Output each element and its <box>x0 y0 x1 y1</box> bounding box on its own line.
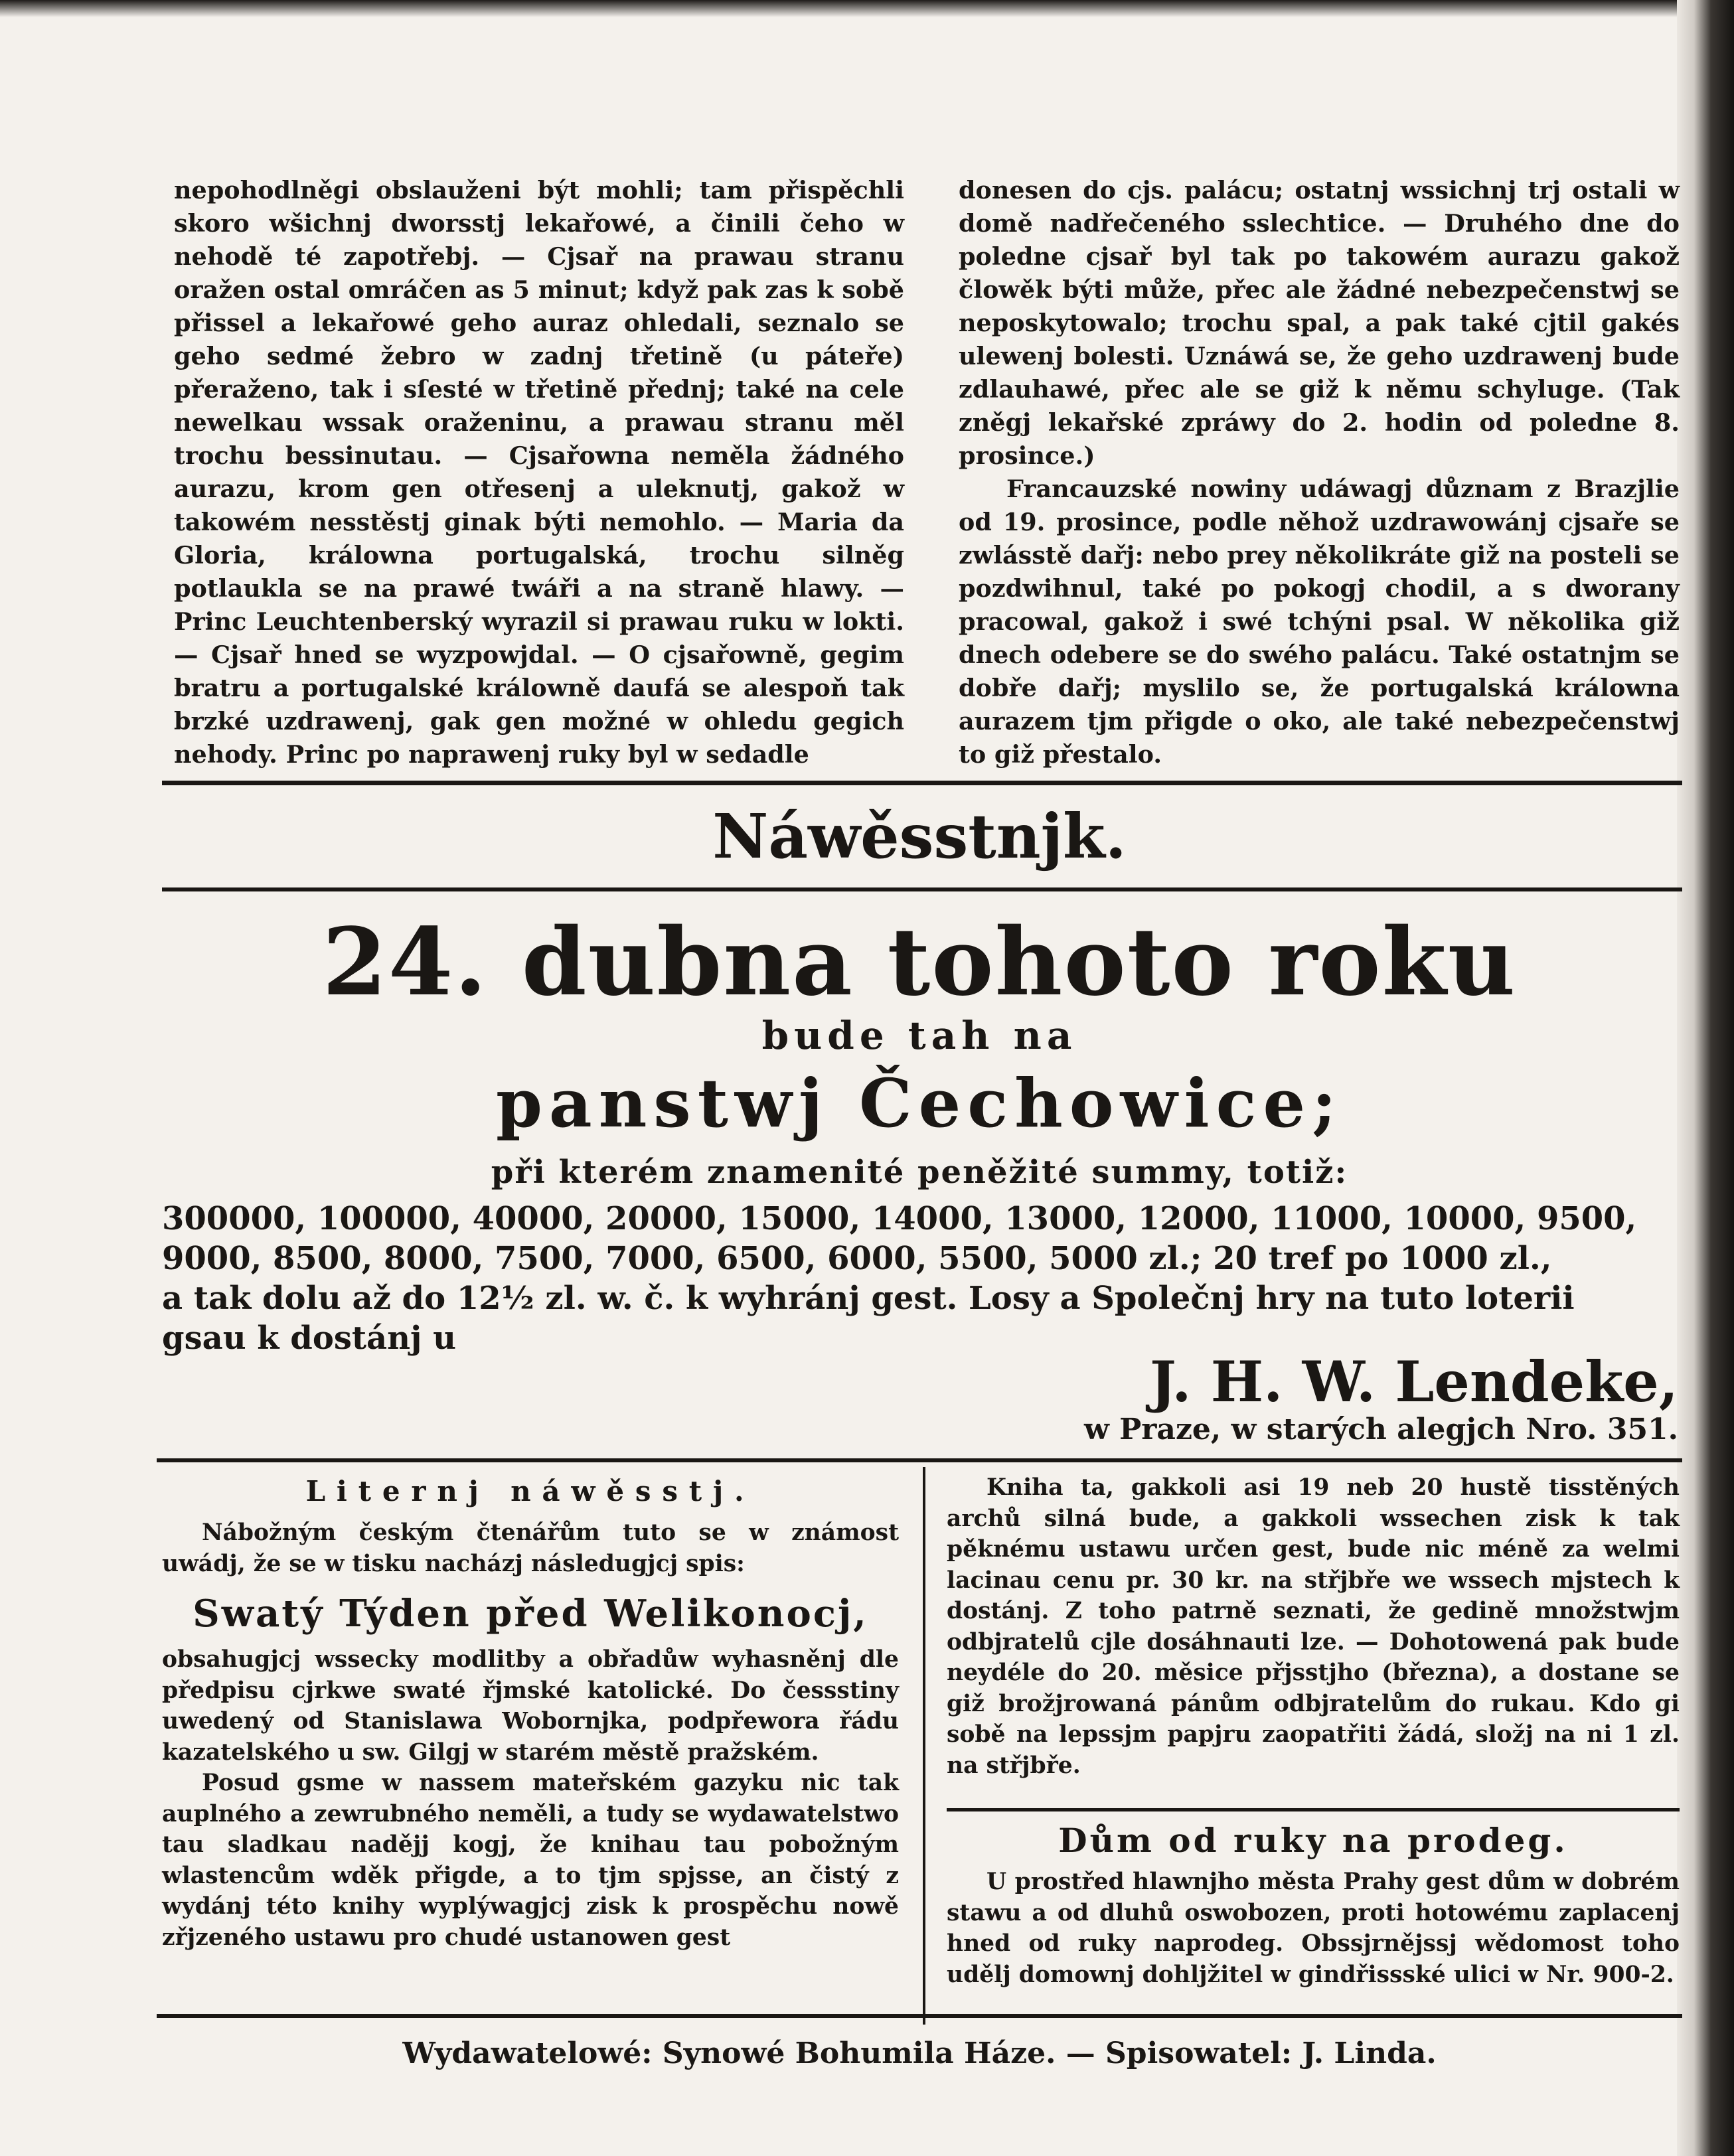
notice-draw-line: bude tah na <box>761 1013 1077 1058</box>
notice-sums-line-1: 300000, 100000, 40000, 20000, 15000, 14000, 13000, 12000, 11000, 10000, 9500, <box>162 1200 1637 1237</box>
rule-house <box>947 1808 1680 1811</box>
rule-bottom <box>157 2014 1682 2018</box>
notice-sums-line-2: 9000, 8500, 8000, 7500, 7000, 6500, 6000, 5500, 5000 zl.; 20 tref po 1000 zl., <box>162 1240 1552 1277</box>
notice-sums-line-4: gsau k dostánj u <box>162 1320 457 1357</box>
rule-vertical <box>923 1467 925 2025</box>
notice-date: 24. dubna tohoto roku <box>322 908 1517 1017</box>
literary-intro: Nábožným českým čtenářům tuto se w známost uwádj, že se w tisku nacházj následugjcj spis: <box>162 1519 899 1577</box>
house-text: U prostřed hlawnjho města Prahy gest dům w dobrém stawu a od dluhů oswobozen, proti hotowému zaplacenj hned od ruky naprodeg. Obssjrnějssj wědomost toho udělj domownj dohljžitel w gindřissské ulici w Nr. 900-2. <box>947 1869 1680 1988</box>
notice-sums-line-3: a tak dolu až do 12½ zl. w. č. k wyhránj gest. Losy a Společnj hry na tuto loterii <box>162 1280 1575 1317</box>
notice-heading: Náwěsstnjk. <box>712 801 1127 872</box>
rule-notice <box>162 887 1682 891</box>
article-right-column <box>959 174 1680 771</box>
literary-description: obsahugjcj wssecky modlitby a obřadůw wyhasněnj dle předpisu cjrkwe swaté řjmské katolické. Do čessstiny uwedený od Stanislawa Wobornjka, podpřewora řádu kazatelského u sw. Gilgj w starém městě pražském. <box>162 1646 899 1766</box>
literary-column <box>162 1472 899 1953</box>
article-right-text-2: Francauzské nowiny udáwagj důznam z Brazjlie od 19. prosince, podle něhož uzdrawowánj cjsaře se zwlásstě dařj: nebo prey několikráte giž na posteli se pozdwihnul, také po pokogj chodil, a s dworany pracowal, gakož i swé tchýni psal. W několika giž dnech odebere se do swého palácu. Také ostatnjm se dobře dařj; myslilo se, že portugalská králowna aurazem tjm přigde o oko, ale také nebezpečenstwj to giž přestalo. <box>959 475 1680 769</box>
footer-publishers: Wydawatelowé: Synowé Bohumila Háze. — Spisowatel: J. Linda. <box>402 2037 1437 2070</box>
literary-paragraph-3: Kniha ta, gakkoli asi 19 neb 20 hustě tisstěných archů silná bude, a gakkoli wssechen zisk k tak pěknému ustawu určen gest, bude nic méně za welmi lacinau cenu pr. 30 kr. na střjbře we wssech mjstech k dostánj. Z toho patrně seznati, že gedině množstwjm odbjratelů cjle dosáhnauti lze. — Dohotowená pak bude neydéle do 20. měsice přjsstjho (března), a dostane se giž brožjrowaná pánům odbjratelům do rukau. Kdo gi sobě na lepssjm papjru zaopatřiti žádá, složj na ni 1 zl. na střjbře. <box>947 1474 1680 1779</box>
notice-estate: panstwj Čechowice; <box>496 1064 1343 1142</box>
literary-heading: Liternj náwěsstj. <box>305 1475 755 1507</box>
article-left-column <box>174 174 904 771</box>
scan-right-edge <box>1677 0 1734 2156</box>
notice-sums-intro: při kterém znamenité peněžité summy, totiž: <box>491 1154 1348 1191</box>
house-heading: Dům od ruky na prodeg. <box>1058 1821 1568 1860</box>
notice-seller-address: w Praze, w starých alegjch Nro. 351. <box>1083 1413 1678 1446</box>
literary-paragraph-2: Posud gsme w nassem mateřském gazyku nic tak auplného a zewrubného neměli, a tudy se wydawatelstwo tau sladkau nadějj kogj, že knihau tau pobožným wlastencům wděk přigde, a to tjm spjsse, an čistý z wydánj této knihy wyplýwagjcj zisk k prospěchu nowě zřjzeného ustawu pro chudé ustanowen gest <box>162 1770 899 1951</box>
article-left-text: nepohodlněgi obslauženi být mohli; tam přispěchli skoro wšichnj dworsstj lekařowé, a činili čeho w nehodě té zapotřebj. — Cjsař na prawau stranu oražen ostal omráčen as 5 minut; když pak zas k sobě přissel a lekařowé geho auraz ohledali, seznalo se geho sedmé žebro w zadnj třetině (u páteře) přeraženo, tak i sſesté w třetině přednj; také na cele newelkau wssak oraženinu, a prawau stranu měl trochu bessinutau. — Cjsařowna neměla žádného aurazu, krom gen otřesenj a uleknutj, gakož w takowém nesstěstj ginak býti nemohlo. — Maria da Gloria, králowna portugalská, trochu silněg potlaukla se na prawé twáři a na straně hlawy. — Princ Leuchtenberský wyrazil si prawau ruku w lokti. — Cjsař hned se wyzpowjdal. — O cjsařowně, gegim bratru a portugalské králowně daufá se alespoň tak brzké uzdrawenj, gak gen možné w ohledu gegich nehody. Princ po naprawenj ruky byl w sedadle <box>174 176 904 769</box>
rule-top <box>162 781 1682 785</box>
literary-book-title: Swatý Týden před Welikonocj, <box>193 1592 868 1636</box>
notice-seller: J. H. W. Lendeke, <box>1150 1349 1678 1415</box>
scan-top-edge <box>0 0 1734 17</box>
rule-middle <box>157 1458 1682 1462</box>
book-details-column <box>947 1472 1680 1781</box>
article-right-text-1: donesen do cjs. palácu; ostatnj wssichnj trj ostali w domě nadřečeného sslechtice. — Druhého dne do poledne cjsař byl tak po takowém aurazu gakož člowěk býti může, přec ale žádné nebezpečenstwj se neposkytowalo; trochu spal, a pak také cjtil gakés ulewenj bolesti. Uznáwá se, že geho uzdrawenj bude zdlauhawé, přec ale se giž k němu schyluge. (Tak zněgj lekařské zpráwy do 2. hodin od poledne 8. prosince.) <box>959 176 1680 470</box>
house-column <box>947 1819 1680 1990</box>
